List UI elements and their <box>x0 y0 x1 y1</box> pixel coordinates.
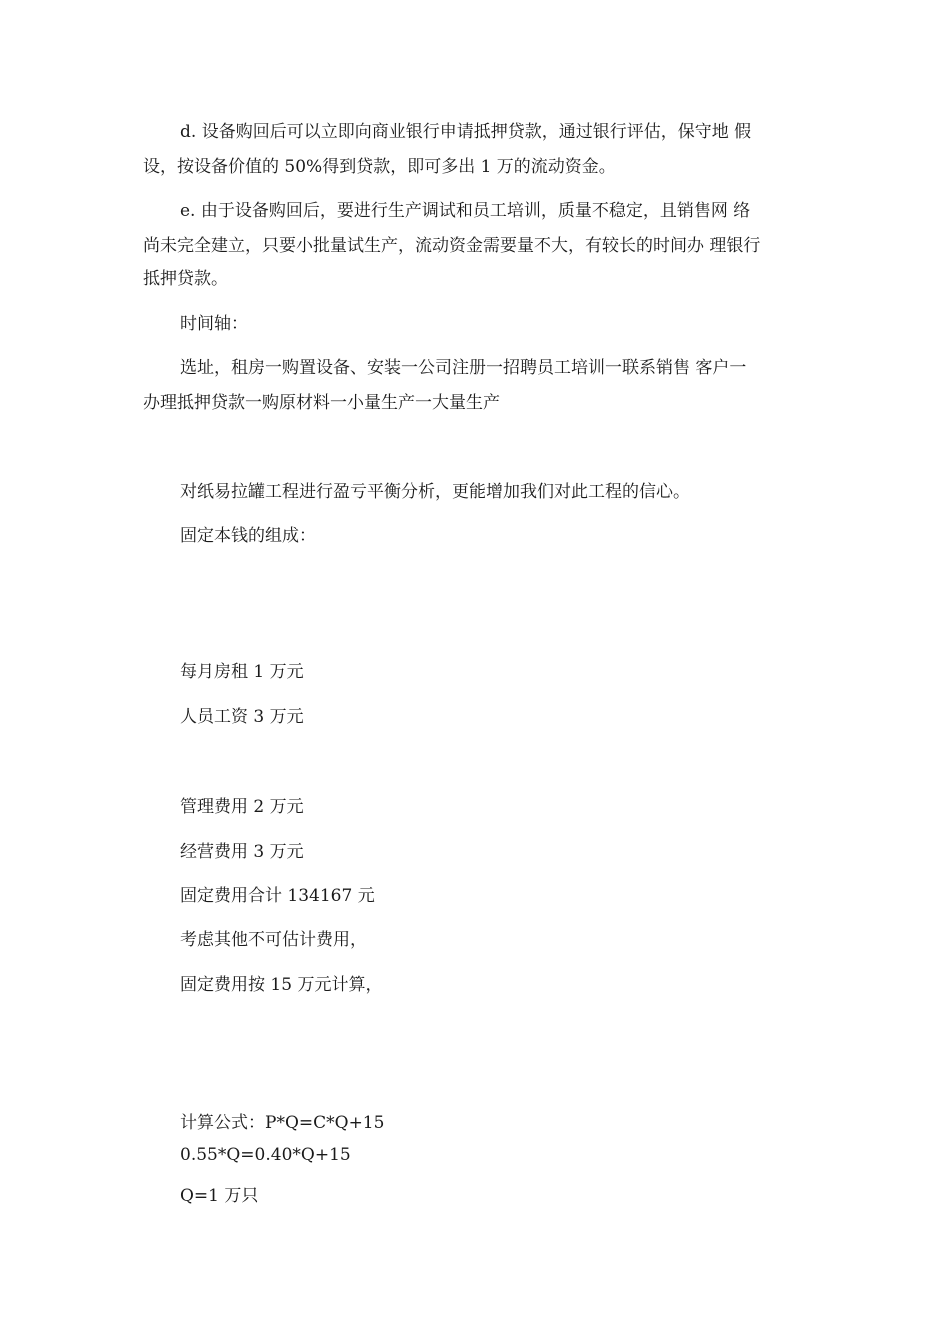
paragraph-e-line-2: 尚未完全建立，只要小批量试生产，流动资金需要量不大，有较长的时间办 理银行 <box>143 236 761 256</box>
timeline-line-2: 办理抵押贷款一购原材料一小量生产一大量生产 <box>143 393 500 413</box>
paragraph-d-line-1: d. 设备购回后可以立即向商业银行申请抵押贷款，通过银行评估，保守地 假 <box>180 122 752 142</box>
timeline-line-1: 选址，租房一购置设备、安装一公司注册一招聘员工培训一联系销售 客户一 <box>180 358 747 378</box>
rent-line: 每月房租 1 万元 <box>180 662 304 682</box>
paragraph-e-line-1: e. 由于设备购回后，要进行生产调试和员工培训，质量不稳定，且销售网 络 <box>180 201 751 221</box>
management-line: 管理费用 2 万元 <box>180 797 304 817</box>
paragraph-e-line-3: 抵押贷款。 <box>143 269 228 289</box>
formula-line: 计算公式：P*Q=C*Q+15 <box>180 1113 385 1133</box>
result-line: Q=1 万只 <box>180 1186 259 1206</box>
timeline-label: 时间轴： <box>180 314 248 334</box>
breakeven-intro: 对纸易拉罐工程进行盈亏平衡分析，更能增加我们对此工程的信心。 <box>180 482 690 502</box>
other-costs-line: 考虑其他不可估计费用， <box>180 930 367 950</box>
fixed-total-line: 固定费用合计 134167 元 <box>180 886 375 906</box>
paragraph-d-line-2: 设，按设备价值的 50%得到贷款，即可多出 1 万的流动资金。 <box>143 157 616 177</box>
formula-values-line: 0.55*Q=0.40*Q+15 <box>180 1145 351 1165</box>
operating-line: 经营费用 3 万元 <box>180 842 304 862</box>
wages-line: 人员工资 3 万元 <box>180 707 304 727</box>
fixed-cost-heading: 固定本钱的组成： <box>180 526 316 546</box>
fixed-assumed-line: 固定费用按 15 万元计算， <box>180 975 383 995</box>
